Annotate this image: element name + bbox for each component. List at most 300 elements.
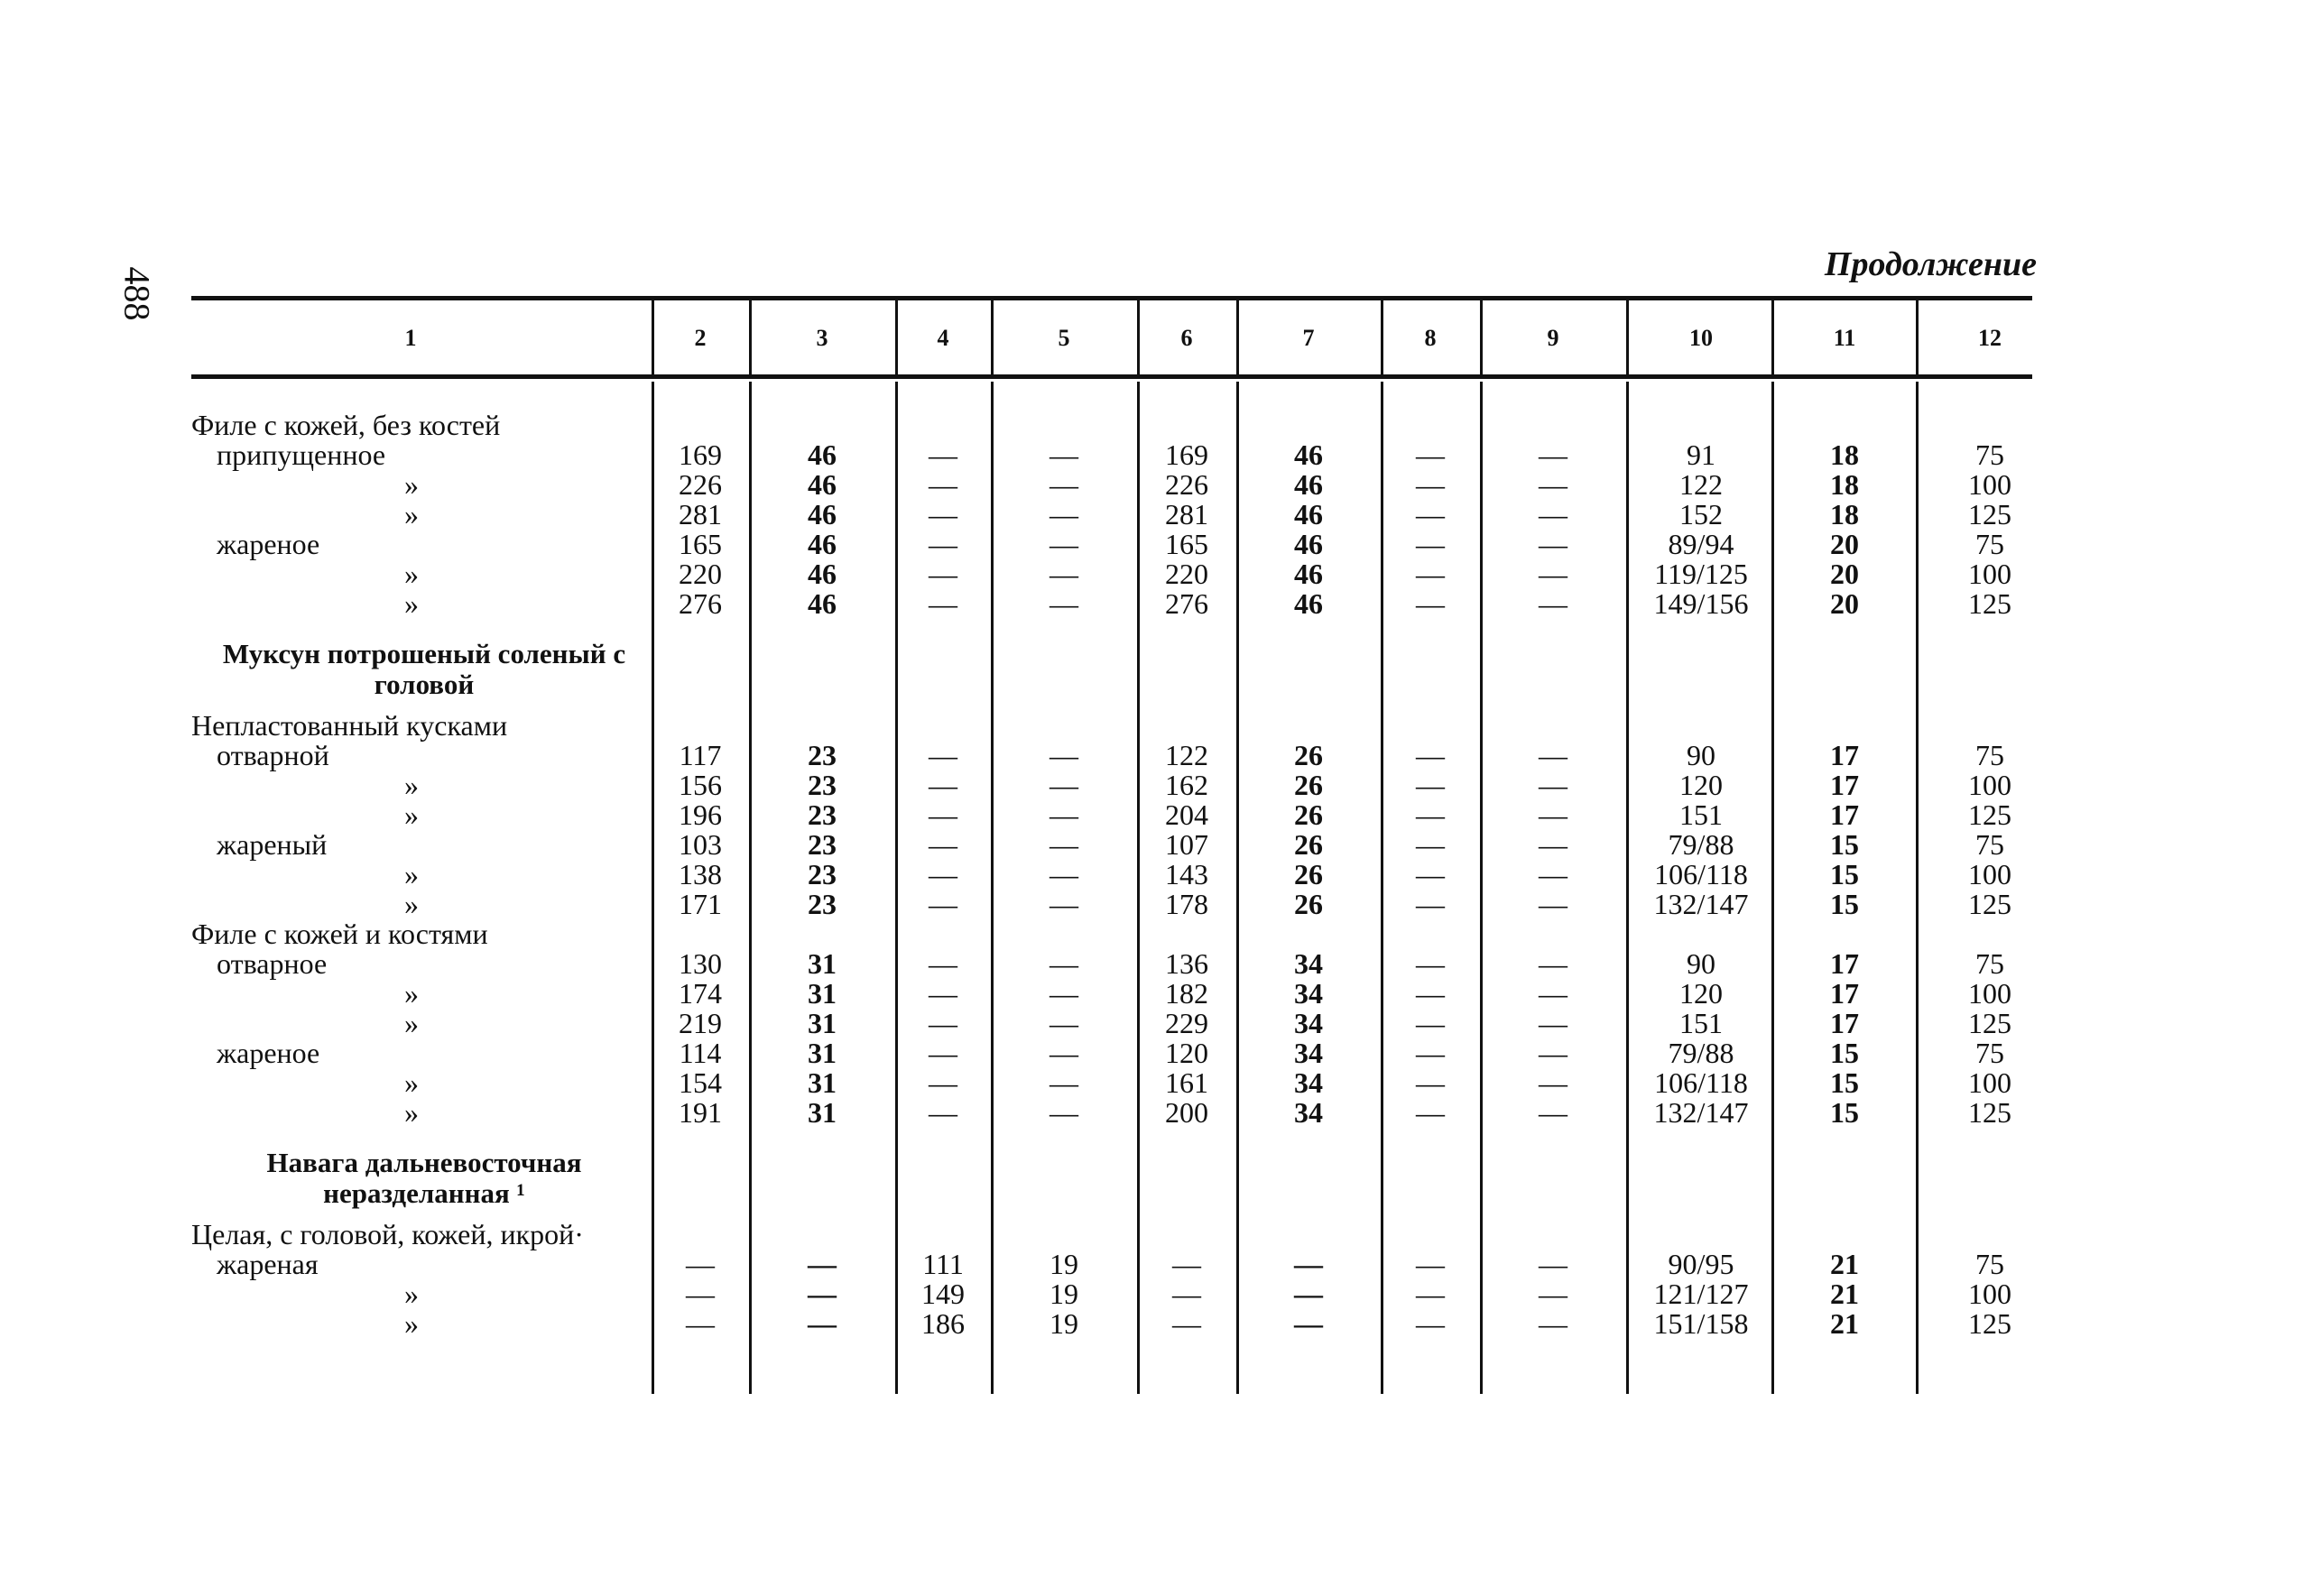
row-label: » [404,587,419,620]
table-cell-col10: 149/156 [1653,587,1749,620]
table-cell-col4: — [929,587,957,620]
table-cell-col3: 23 [808,739,837,771]
row-label: жареный [217,828,328,861]
table-cell-col2: 169 [679,438,722,471]
table-cell-col3: 23 [808,828,837,861]
table-cell-col4: — [929,1096,957,1129]
row-label: » [404,888,419,920]
table-cell-col9: — [1539,528,1567,560]
table-cell-col6: 220 [1165,558,1208,590]
table-cell-col4: — [929,828,957,861]
table-cell-col11: 20 [1830,558,1859,590]
table-cell-col8: — [1416,438,1445,471]
column-header-11: 11 [1833,325,1856,351]
table-cell-col7: 46 [1294,498,1323,530]
column-divider [1771,300,1774,374]
table-cell-col10: 89/94 [1668,528,1734,560]
table-cell-col10: 152 [1679,498,1723,530]
table-cell-col3: 46 [808,587,837,620]
column-divider [1480,300,1483,374]
row-label: » [404,798,419,831]
table-cell-col9: — [1539,798,1567,831]
table-cell-col8: — [1416,587,1445,620]
table-cell-col5: — [1050,558,1078,590]
table-cell-col8: — [1416,769,1445,801]
table-cell-col5: — [1050,1096,1078,1129]
table-cell-col7: — [1294,1248,1323,1280]
table-cell-col11: 17 [1830,1007,1859,1039]
table-cell-col5: — [1050,587,1078,620]
column-header-3: 3 [816,325,828,351]
table-cell-col2: 117 [679,739,722,771]
column-divider [1381,300,1383,374]
table-cell-col2: 171 [679,888,722,920]
column-header-9: 9 [1547,325,1559,351]
table-cell-col3: 46 [808,438,837,471]
column-header-10: 10 [1689,325,1713,351]
table-cell-col12: 100 [1968,769,2011,801]
table-row [0,1309,2321,1339]
row-group-label: Непластованный кусками [191,709,508,742]
table-cell-col12: 75 [1975,947,2004,980]
table-cell-col3: 23 [808,888,837,920]
table-cell-col5: — [1050,888,1078,920]
table-cell-col12: 125 [1968,798,2011,831]
table-row [0,1279,2321,1309]
table-header-rule [191,374,2032,379]
table-cell-col12: 75 [1975,528,2004,560]
table-cell-col11: 15 [1830,828,1859,861]
row-label: » [404,1096,419,1129]
table-cell-col11: 18 [1830,498,1859,530]
column-header-7: 7 [1302,325,1315,351]
table-cell-col12: 100 [1968,1278,2011,1310]
table-cell-col12: 75 [1975,828,2004,861]
table-cell-col12: 125 [1968,888,2011,920]
column-divider [1626,300,1629,374]
table-cell-col11: 21 [1830,1307,1859,1340]
table-row [0,860,2321,890]
table-cell-col4: 149 [921,1278,965,1310]
table-row [0,919,2321,949]
row-label: отварное [217,947,328,980]
table-row [0,470,2321,500]
table-cell-col10: 106/118 [1654,858,1748,890]
table-cell-col11: 20 [1830,528,1859,560]
table-cell-col4: — [929,888,957,920]
table-cell-col8: — [1416,947,1445,980]
table-cell-col6: 165 [1165,528,1208,560]
table-cell-col9: — [1539,739,1567,771]
table-cell-col6: — [1172,1278,1201,1310]
table-cell-col7: 26 [1294,828,1323,861]
table-cell-col2: 219 [679,1007,722,1039]
table-cell-col5: — [1050,739,1078,771]
table-cell-col9: — [1539,769,1567,801]
table-cell-col6: 200 [1165,1096,1208,1129]
table-cell-col11: 17 [1830,798,1859,831]
table-cell-col5: — [1050,858,1078,890]
table-cell-col8: — [1416,468,1445,501]
table-cell-col8: — [1416,828,1445,861]
table-cell-col8: — [1416,1307,1445,1340]
table-cell-col7: 46 [1294,528,1323,560]
row-label: жареная [217,1248,319,1280]
table-cell-col7: 26 [1294,769,1323,801]
table-cell-col7: 26 [1294,798,1323,831]
table-cell-col10: 122 [1679,468,1723,501]
table-cell-col11: 15 [1830,1096,1859,1129]
table-cell-col5: — [1050,828,1078,861]
table-cell-col4: 111 [922,1248,964,1280]
table-cell-col6: 162 [1165,769,1208,801]
table-cell-col9: — [1539,1037,1567,1069]
row-group-label: Филе с кожей, без костей [191,409,501,441]
table-cell-col12: 125 [1968,1307,2011,1340]
row-label: отварной [217,739,329,771]
column-header-1: 1 [404,325,417,351]
table-row [0,949,2321,979]
table-cell-col4: — [929,528,957,560]
table-cell-col11: 18 [1830,468,1859,501]
table-cell-col5: — [1050,498,1078,530]
column-header-5: 5 [1058,325,1070,351]
table-cell-col9: — [1539,1096,1567,1129]
table-cell-col6: — [1172,1307,1201,1340]
table-cell-col5: — [1050,798,1078,831]
table-cell-col5: — [1050,528,1078,560]
table-row [0,800,2321,830]
table-cell-col10: 119/125 [1654,558,1748,590]
table-cell-col11: 15 [1830,858,1859,890]
table-cell-col7: — [1294,1278,1323,1310]
table-cell-col2: 196 [679,798,722,831]
column-header-12: 12 [1978,325,2002,351]
table-cell-col3: — [808,1248,837,1280]
table-row [0,530,2321,559]
table-row [0,1038,2321,1068]
table-cell-col7: 34 [1294,1037,1323,1069]
table-cell-col9: — [1539,858,1567,890]
table-cell-col4: — [929,468,957,501]
table-cell-col4: — [929,769,957,801]
table-cell-col3: 46 [808,528,837,560]
table-cell-col2: 114 [679,1037,722,1069]
table-cell-col7: 34 [1294,947,1323,980]
table-cell-col11: 20 [1830,587,1859,620]
table-cell-col2: 220 [679,558,722,590]
row-label: » [404,858,419,890]
table-row [0,440,2321,470]
table-cell-col11: 15 [1830,888,1859,920]
row-label: » [404,1066,419,1099]
table-cell-col2: 138 [679,858,722,890]
table-top-rule [191,296,2032,300]
table-cell-col12: 75 [1975,739,2004,771]
row-label: » [404,1307,419,1340]
table-cell-col12: 100 [1968,468,2011,501]
table-cell-col2: 165 [679,528,722,560]
table-cell-col12: 100 [1968,1066,2011,1099]
table-cell-col6: 281 [1165,498,1208,530]
table-cell-col6: 229 [1165,1007,1208,1039]
row-label: жареное [217,1037,320,1069]
table-cell-col12: 75 [1975,1037,2004,1069]
table-cell-col3: 46 [808,498,837,530]
column-divider [895,300,898,374]
table-cell-col2: — [686,1278,715,1310]
column-divider [1236,300,1239,374]
table-cell-col12: 75 [1975,1248,2004,1280]
column-divider [1137,300,1140,374]
table-cell-col10: 120 [1679,769,1723,801]
table-row [0,1250,2321,1279]
table-row [0,1098,2321,1128]
continuation-label: Продолжение [1824,245,2037,283]
section-title: Навага дальневосточная неразделанная ¹ [266,1147,582,1209]
column-divider [652,300,654,374]
row-label: припущенное [217,438,386,471]
table-cell-col10: 151 [1679,1007,1723,1039]
table-cell-col2: 174 [679,977,722,1010]
row-label: » [404,769,419,801]
table-cell-col9: — [1539,558,1567,590]
table-cell-col5: — [1050,769,1078,801]
table-cell-col4: — [929,438,957,471]
table-cell-col12: 125 [1968,1007,2011,1039]
table-cell-col5: 19 [1050,1278,1078,1310]
page-number: 488 [116,266,158,321]
table-row [0,890,2321,919]
table-cell-col7: 34 [1294,1096,1323,1129]
table-cell-col6: 182 [1165,977,1208,1010]
table-cell-col2: 191 [679,1096,722,1129]
table-cell-col11: 15 [1830,1066,1859,1099]
table-cell-col9: — [1539,1278,1567,1310]
table-cell-col8: — [1416,888,1445,920]
table-cell-col12: 100 [1968,858,2011,890]
table-cell-col10: 90 [1687,947,1715,980]
table-cell-col4: — [929,798,957,831]
row-label: » [404,977,419,1010]
row-label: » [404,468,419,501]
table-cell-col4: — [929,1007,957,1039]
table-cell-col2: 276 [679,587,722,620]
table-cell-col11: 18 [1830,438,1859,471]
table-cell-col6: 161 [1165,1066,1208,1099]
table-cell-col4: — [929,498,957,530]
table-cell-col3: 31 [808,1096,837,1129]
table-cell-col7: 46 [1294,558,1323,590]
table-cell-col10: 151 [1679,798,1723,831]
table-cell-col12: 125 [1968,1096,2011,1129]
table-cell-col12: 100 [1968,977,2011,1010]
table-cell-col9: — [1539,1007,1567,1039]
row-label: » [404,1278,419,1310]
table-cell-col9: — [1539,1248,1567,1280]
table-cell-col8: — [1416,1096,1445,1129]
table-cell-col8: — [1416,528,1445,560]
table-cell-col10: 79/88 [1668,1037,1734,1069]
table-cell-col6: 226 [1165,468,1208,501]
table-cell-col2: 130 [679,947,722,980]
table-cell-col9: — [1539,1307,1567,1340]
table-cell-col10: 151/158 [1653,1307,1749,1340]
table-cell-col3: 23 [808,769,837,801]
row-label: жареное [217,528,320,560]
table-cell-col4: — [929,1037,957,1069]
table-row [0,830,2321,860]
row-group-label: Филе с кожей и костями [191,918,488,950]
table-cell-col9: — [1539,498,1567,530]
table-cell-col3: 31 [808,1037,837,1069]
column-divider [749,300,752,374]
table-row [0,1068,2321,1098]
table-cell-col6: — [1172,1248,1201,1280]
table-row [0,741,2321,770]
table-cell-col8: — [1416,498,1445,530]
table-cell-col12: 125 [1968,587,2011,620]
table-cell-col6: 143 [1165,858,1208,890]
table-cell-col11: 17 [1830,977,1859,1010]
table-cell-col10: 79/88 [1668,828,1734,861]
table-row [0,500,2321,530]
table-cell-col9: — [1539,1066,1567,1099]
table-cell-col11: 17 [1830,739,1859,771]
table-cell-col8: — [1416,1007,1445,1039]
table-cell-col6: 107 [1165,828,1208,861]
table-cell-col8: — [1416,739,1445,771]
table-cell-col6: 120 [1165,1037,1208,1069]
table-cell-col10: 90 [1687,739,1715,771]
column-divider [991,300,994,374]
table-cell-col5: — [1050,438,1078,471]
table-cell-col10: 120 [1679,977,1723,1010]
table-cell-col2: 281 [679,498,722,530]
table-cell-col12: 125 [1968,498,2011,530]
table-cell-col10: 90/95 [1668,1248,1734,1280]
table-cell-col7: 46 [1294,438,1323,471]
table-cell-col3: 31 [808,1007,837,1039]
row-label: » [404,1007,419,1039]
table-cell-col7: 46 [1294,587,1323,620]
table-cell-col7: 26 [1294,888,1323,920]
table-cell-col11: 21 [1830,1248,1859,1280]
table-cell-col3: 46 [808,558,837,590]
column-divider [1916,300,1919,374]
table-cell-col8: — [1416,1248,1445,1280]
table-cell-col6: 169 [1165,438,1208,471]
table-cell-col3: — [808,1307,837,1340]
table-cell-col3: 46 [808,468,837,501]
table-cell-col7: 46 [1294,468,1323,501]
table-cell-col10: 91 [1687,438,1715,471]
table-row [0,1220,2321,1250]
table-cell-col2: 156 [679,769,722,801]
column-header-8: 8 [1424,325,1437,351]
table-cell-col4: — [929,1066,957,1099]
table-row [0,589,2321,619]
table-row [0,770,2321,800]
row-label: » [404,498,419,530]
column-header-4: 4 [937,325,949,351]
table-cell-col6: 136 [1165,947,1208,980]
table-cell-col5: — [1050,468,1078,501]
table-cell-col3: 31 [808,947,837,980]
table-cell-col8: — [1416,1066,1445,1099]
table-cell-col5: — [1050,947,1078,980]
table-cell-col5: 19 [1050,1248,1078,1280]
table-cell-col11: 17 [1830,769,1859,801]
table-cell-col8: — [1416,1278,1445,1310]
table-cell-col7: 34 [1294,1066,1323,1099]
table-cell-col6: 204 [1165,798,1208,831]
table-cell-col7: 26 [1294,858,1323,890]
table-cell-col10: 106/118 [1654,1066,1748,1099]
table-cell-col11: 17 [1830,947,1859,980]
table-cell-col8: — [1416,558,1445,590]
table-cell-col12: 100 [1968,558,2011,590]
table-cell-col5: — [1050,1037,1078,1069]
table-cell-col8: — [1416,977,1445,1010]
table-cell-col9: — [1539,977,1567,1010]
table-cell-col7: 34 [1294,977,1323,1010]
table-cell-col4: — [929,739,957,771]
table-cell-col5: 19 [1050,1307,1078,1340]
table-cell-col9: — [1539,888,1567,920]
table-cell-col4: — [929,947,957,980]
table-cell-col6: 178 [1165,888,1208,920]
table-cell-col7: — [1294,1307,1323,1340]
table-cell-col3: — [808,1278,837,1310]
table-cell-col2: — [686,1307,715,1340]
table-cell-col7: 34 [1294,1007,1323,1039]
table-cell-col6: 122 [1165,739,1208,771]
column-header-6: 6 [1180,325,1193,351]
table-cell-col4: — [929,858,957,890]
row-group-label: Целая, с головой, кожей, икрой· [191,1218,584,1250]
table-cell-col9: — [1539,828,1567,861]
table-row [0,411,2321,440]
table-cell-col10: 132/147 [1653,888,1749,920]
column-header-2: 2 [694,325,707,351]
table-cell-col3: 23 [808,798,837,831]
table-cell-col9: — [1539,947,1567,980]
table-cell-col5: — [1050,1007,1078,1039]
table-cell-col4: — [929,977,957,1010]
table-cell-col2: 103 [679,828,722,861]
table-cell-col10: 121/127 [1653,1278,1749,1310]
table-cell-col5: — [1050,977,1078,1010]
table-cell-col9: — [1539,587,1567,620]
table-cell-col8: — [1416,858,1445,890]
table-cell-col2: 154 [679,1066,722,1099]
table-cell-col2: — [686,1248,715,1280]
table-row [0,1009,2321,1038]
table-cell-col5: — [1050,1066,1078,1099]
table-cell-col4: 186 [921,1307,965,1340]
table-cell-col3: 31 [808,1066,837,1099]
table-row [0,559,2321,589]
table-cell-col4: — [929,558,957,590]
table-cell-col8: — [1416,1037,1445,1069]
table-cell-col11: 21 [1830,1278,1859,1310]
table-cell-col7: 26 [1294,739,1323,771]
section-title: Муксун потрошеный соленый с головой [222,638,626,700]
table-cell-col8: — [1416,798,1445,831]
table-cell-col12: 75 [1975,438,2004,471]
table-cell-col3: 31 [808,977,837,1010]
